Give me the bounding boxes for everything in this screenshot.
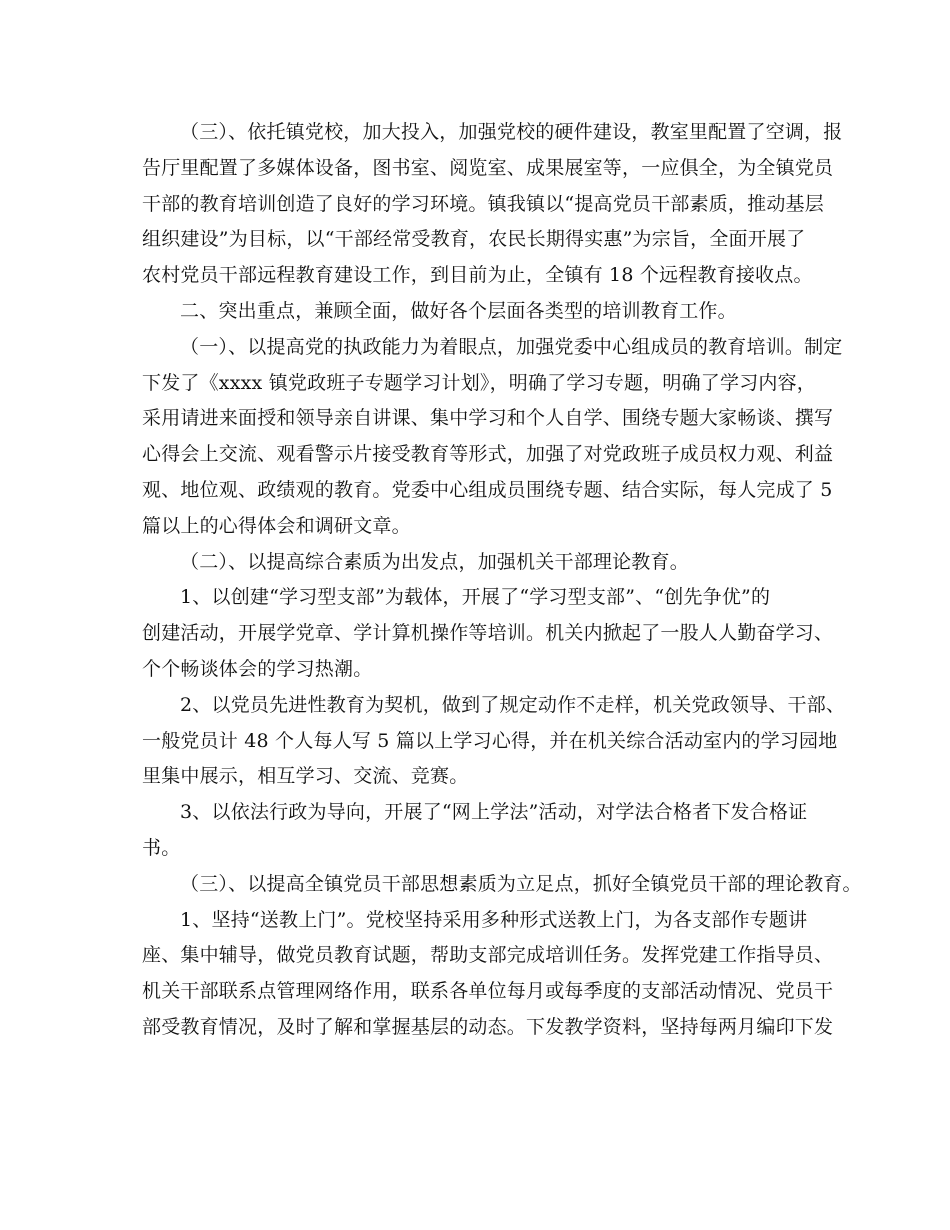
document-body: [142, 115, 862, 1046]
text-line: 农村党员干部远程教育建设工作，到目前为止，全镇有 18 个远程教育接收点。: [142, 264, 813, 287]
text-line: 篇以上的心得体会和调研文章。: [142, 514, 411, 537]
section-heading-2: [142, 294, 822, 330]
paragraph-school-facilities: [142, 115, 843, 294]
text-line: 1、坚持“送教上门”。党校坚持采用多种形式送教上门，为各支部作专题讲: [180, 908, 808, 931]
text-line: 3、以依法行政为导向，开展了“网上学法”活动，对学法合格者下发合格证: [180, 801, 808, 824]
text-line: 组织建设”为目标，以“干部经常受教育，农民长期得实惠”为宗旨，全面开展了: [142, 228, 806, 251]
text-line: 书。: [142, 836, 181, 859]
text-line: 心得会上交流、观看警示片接受教育等形式，加强了对党政班子成员权力观、利益: [142, 443, 834, 466]
text-line: 座、集中辅导，做党员教育试题，帮助支部完成培训任务。发挥党建工作指导员、: [142, 944, 834, 967]
paragraph-item-3: [142, 795, 822, 867]
text-line: 干部的教育培训创造了良好的学习环境。镇我镇以“提高党员干部素质，推动基层: [142, 192, 824, 215]
text-line: （三）、依托镇党校，加大投入，加强党校的硬件建设，教室里配置了空调，报: [180, 121, 843, 143]
paragraph-item-2: [142, 688, 846, 795]
text-line: 观、地位观、政绩观的教育。党委中心组成员围绕专题、结合实际，每人完成了 5: [142, 478, 833, 501]
text-line: （一）、以提高党的执政能力为着眼点，加强党委中心组成员的教育培训。制定: [180, 335, 843, 358]
text-line: （三）、以提高全镇党员干部思想素质为立足点，抓好全镇党员干部的理论教育。: [180, 872, 862, 895]
paragraph-item-1: [142, 580, 834, 687]
paragraph-send-teaching: [142, 903, 834, 1046]
text-line: 部受教育情况，及时了解和掌握基层的动态。下发教学资料，坚持每两月编印下发: [142, 1015, 834, 1038]
text-line: 创建活动，开展学党章、学计算机操作等培训。机关内掀起了一股人人勤奋学习、: [142, 622, 834, 645]
subsection-heading-3: [142, 867, 862, 903]
paragraph-party-committee-training: [142, 330, 843, 545]
text-line: 1、以创建“学习型支部”为载体，开展了“学习型支部”、“创先争优”的: [180, 586, 771, 609]
subsection-heading-2: [142, 545, 822, 581]
text-line: 告厅里配置了多媒体设备，图书室、阅览室、成果展室等，一应俱全，为全镇党员: [142, 156, 834, 179]
text-line: （二）、以提高综合素质为出发点，加强机关干部理论教育。: [180, 550, 689, 573]
text-line: 2、以党员先进性教育为契机，做到了规定动作不走样，机关党政领导、干部、: [180, 693, 846, 716]
text-line: 里集中展示，相互学习、交流、竞赛。: [142, 765, 469, 788]
text-line: 下发了《xxxx 镇党政班子专题学习计划》，明确了学习专题，明确了学习内容，: [142, 371, 817, 394]
text-line: 一般党员计 48 个人每人写 5 篇以上学习心得，并在机关综合活动室内的学习园地: [142, 729, 838, 752]
text-line: 机关干部联系点管理网络作用，联系各单位每月或每季度的支部活动情况、党员干: [142, 980, 834, 1003]
text-line: 二、突出重点，兼顾全面，做好各个层面各类型的培训教育工作。: [180, 299, 737, 322]
text-line: 个个畅谈体会的学习热潮。: [142, 657, 373, 680]
text-line: 采用请进来面授和领导亲自讲课、集中学习和个人自学、围绕专题大家畅谈、撰写: [142, 407, 834, 430]
